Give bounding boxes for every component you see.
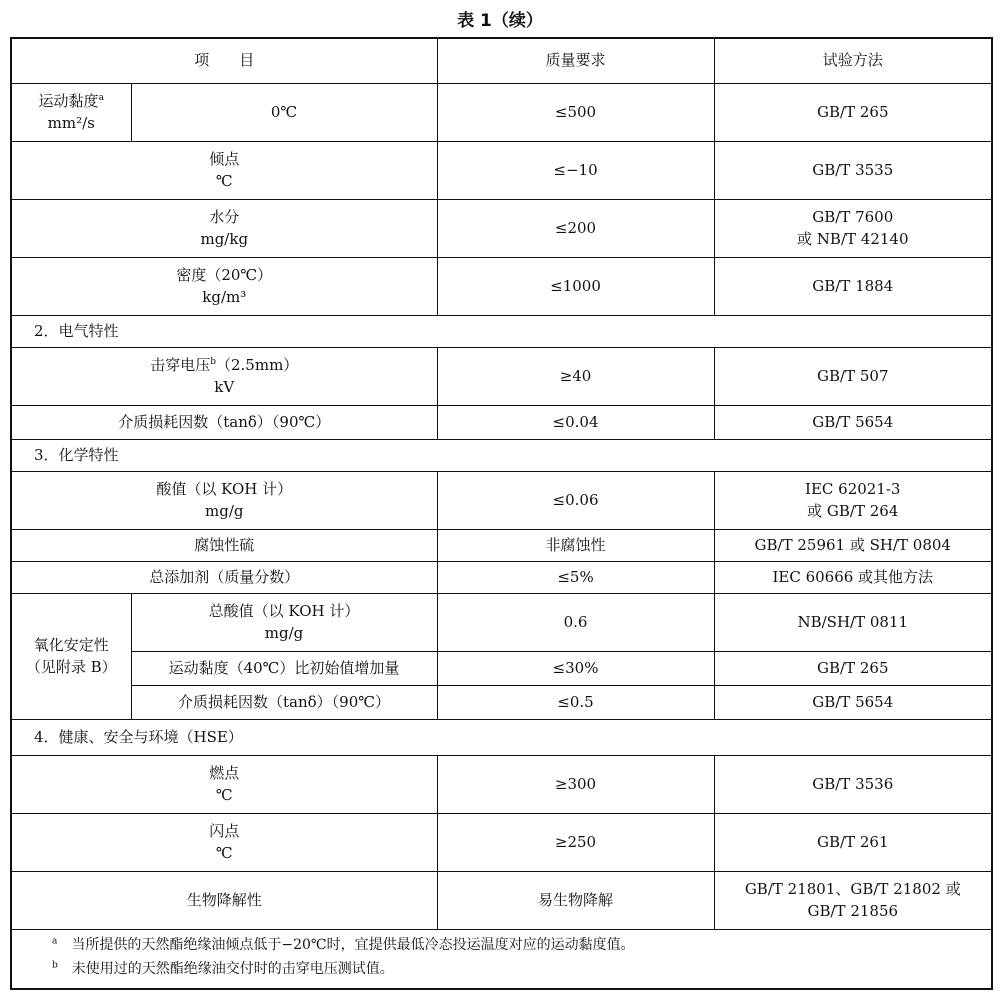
dielectric-method: GB/T 5654	[714, 406, 992, 440]
section-row	[11, 440, 992, 472]
biodegradability-requirement: 易生物降解	[437, 872, 714, 930]
oxid-acid-method: NB/SH/T 0811	[714, 594, 992, 652]
biodegradability-method: GB/T 21801、GB/T 21802 或 GB/T 21856	[714, 872, 992, 930]
pour-requirement: ≤−10	[437, 142, 714, 200]
quality-table	[10, 37, 993, 990]
table-row	[11, 258, 992, 316]
oxid-dielectric-method: GB/T 5654	[714, 686, 992, 720]
table-title: 表 1（续）	[457, 11, 543, 31]
fire-point-label: 燃点 ℃	[11, 756, 437, 814]
additive-label: 总添加剂（质量分数）	[11, 562, 437, 594]
table-row	[11, 348, 992, 406]
header-item: 项 目	[11, 38, 437, 84]
section-electrical: 2．电气特性	[11, 316, 992, 348]
flash-point-requirement: ≥250	[437, 814, 714, 872]
oxid-viscosity-label: 运动黏度（40℃）比初始值增加量	[131, 652, 437, 686]
oxid-dielectric-requirement: ≤0.5	[437, 686, 714, 720]
header-method: 试验方法	[714, 38, 992, 84]
density-method: GB/T 1884	[714, 258, 992, 316]
water-requirement: ≤200	[437, 200, 714, 258]
footnote-a: $^a$ 当所提供的天然酯绝缘油倾点低于−20℃时，宜提供最低冷态投运温度对应的运动黏度值。	[52, 936, 635, 953]
table-row	[11, 530, 992, 562]
section-hse: 4．健康、安全与环境（HSE）	[11, 720, 992, 756]
viscosity-label: 运动黏度$^a$ mm²/s	[11, 84, 131, 142]
viscosity-condition: 0℃	[131, 84, 437, 142]
sulfur-requirement: 非腐蚀性	[437, 530, 714, 562]
table-row	[11, 142, 992, 200]
oxid-acid-label: 总酸值（以 KOH 计） mg/g	[131, 594, 437, 652]
fire-point-requirement: ≥300	[437, 756, 714, 814]
section-chemical: 3．化学特性	[11, 440, 992, 472]
breakdown-label: 击穿电压$^b$（2.5mm） kV	[11, 348, 437, 406]
acid-label: 酸值（以 KOH 计） mg/g	[11, 472, 437, 530]
flash-point-method: GB/T 261	[714, 814, 992, 872]
dielectric-label: 介质损耗因数（tanδ）（90℃）	[11, 406, 437, 440]
table-header	[11, 38, 992, 84]
table-row	[11, 594, 992, 652]
section-row	[11, 720, 992, 756]
table-row	[11, 872, 992, 930]
dielectric-requirement: ≤0.04	[437, 406, 714, 440]
table-row	[11, 756, 992, 814]
additive-method: IEC 60666 或其他方法	[714, 562, 992, 594]
viscosity-requirement: ≤500	[437, 84, 714, 142]
footnote-row	[11, 930, 992, 989]
sulfur-method: GB/T 25961 或 SH/T 0804	[714, 530, 992, 562]
oxid-acid-requirement: 0.6	[437, 594, 714, 652]
table-row	[11, 472, 992, 530]
table-row	[11, 686, 992, 720]
oxidation-group-label: 氧化安定性 （见附录 B）	[11, 594, 131, 720]
breakdown-requirement: ≥40	[437, 348, 714, 406]
fire-point-method: GB/T 3536	[714, 756, 992, 814]
table-row	[11, 652, 992, 686]
footnotes	[11, 930, 992, 989]
section-row	[11, 316, 992, 348]
footnote-b: $^b$ 未使用过的天然酯绝缘油交付时的击穿电压测试值。	[52, 960, 394, 977]
table-row	[11, 406, 992, 440]
oxid-viscosity-method: GB/T 265	[714, 652, 992, 686]
water-method: GB/T 7600 或 NB/T 42140	[714, 200, 992, 258]
table-row	[11, 562, 992, 594]
density-label: 密度（20℃） kg/m³	[11, 258, 437, 316]
pour-label: 倾点 ℃	[11, 142, 437, 200]
water-label: 水分 mg/kg	[11, 200, 437, 258]
acid-requirement: ≤0.06	[437, 472, 714, 530]
table-row	[11, 200, 992, 258]
oxid-viscosity-requirement: ≤30%	[437, 652, 714, 686]
sulfur-label: 腐蚀性硫	[11, 530, 437, 562]
biodegradability-label: 生物降解性	[11, 872, 437, 930]
header-requirement: 质量要求	[437, 38, 714, 84]
additive-requirement: ≤5%	[437, 562, 714, 594]
pour-method: GB/T 3535	[714, 142, 992, 200]
table-row	[11, 84, 992, 142]
oxid-dielectric-label: 介质损耗因数（tanδ）（90℃）	[131, 686, 437, 720]
acid-method: IEC 62021-3 或 GB/T 264	[714, 472, 992, 530]
breakdown-method: GB/T 507	[714, 348, 992, 406]
table-row	[11, 814, 992, 872]
density-requirement: ≤1000	[437, 258, 714, 316]
flash-point-label: 闪点 ℃	[11, 814, 437, 872]
viscosity-method: GB/T 265	[714, 84, 992, 142]
